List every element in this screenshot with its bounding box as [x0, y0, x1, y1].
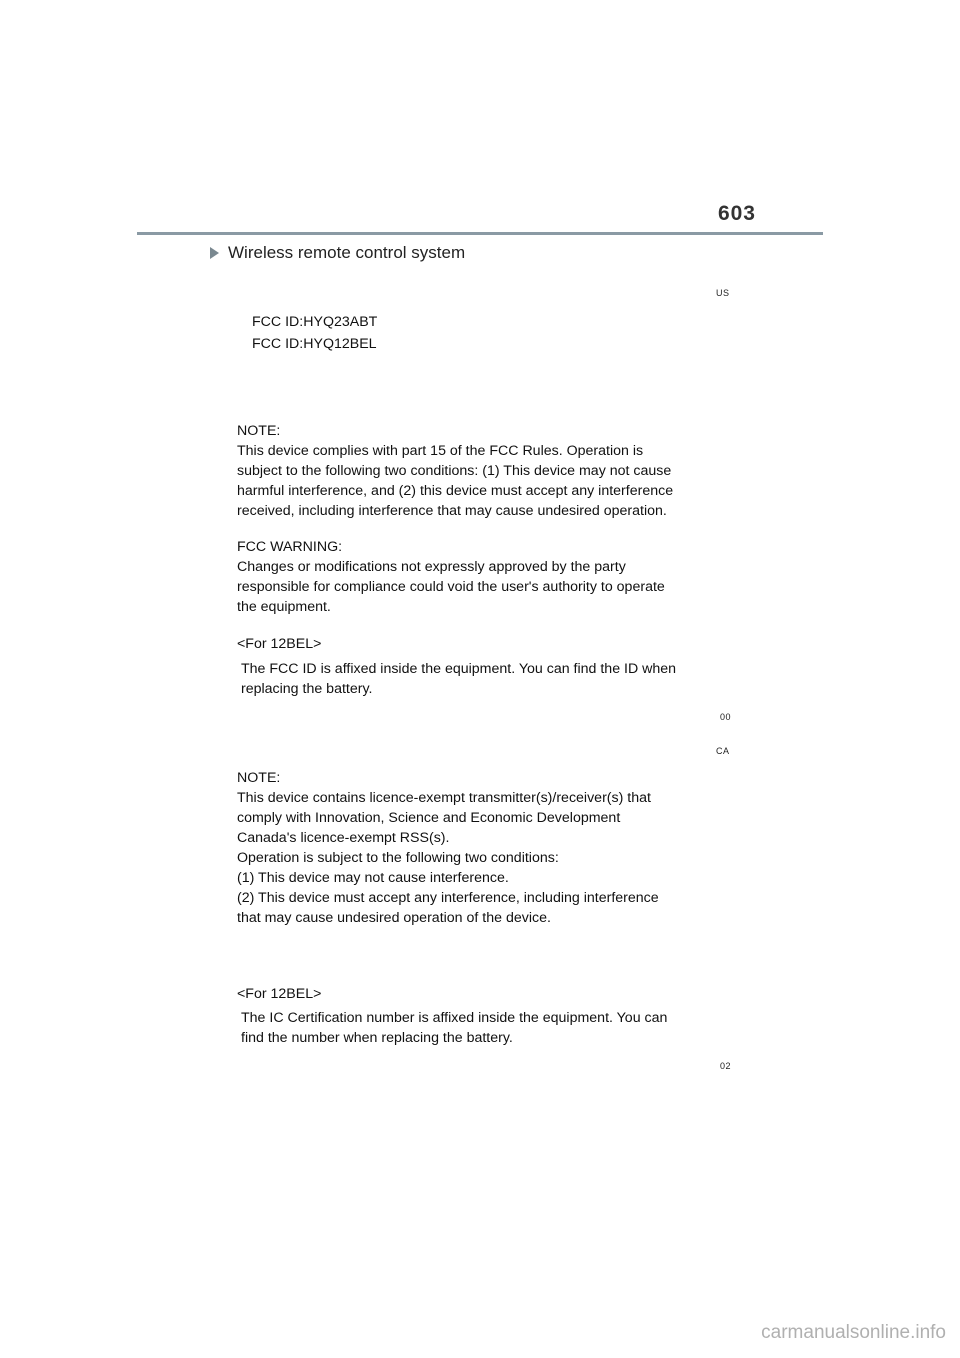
fcc-warning: [237, 537, 665, 617]
section-heading-text: Wireless remote control system: [228, 243, 466, 262]
note-line: harmful interference, and (2) this device must accept any interference: [237, 483, 674, 499]
warning-line: responsible for compliance could void the user's authority to operate: [237, 579, 665, 595]
end-tag-us: 00: [720, 712, 732, 722]
for-12bel-ca-text: [241, 1008, 667, 1048]
note-line: Canada's licence-exempt RSS(s).: [237, 830, 450, 846]
for-line: The IC Certification number is affixed inside the equipment. You can: [241, 1010, 668, 1026]
note-line: (1) This device may not cause interference.: [237, 870, 509, 886]
for-line: find the number when replacing the battery.: [241, 1030, 513, 1046]
page-number: 603: [717, 202, 756, 225]
fcc-id: FCC ID:HYQ23ABT: [252, 314, 378, 330]
triangle-bullet-icon: [210, 247, 219, 259]
for-label-us: <For 12BEL>: [237, 636, 322, 652]
section-heading: [210, 243, 465, 263]
for-12bel-us-text: [241, 659, 676, 699]
us-note: [237, 421, 673, 521]
note-line: that may cause undesired operation of the device.: [237, 910, 551, 926]
warning-line: FCC WARNING:: [237, 539, 343, 555]
region-tag-us: US: [716, 288, 730, 298]
note-line: NOTE:: [237, 423, 281, 439]
note-line: (2) This device must accept any interference, including interference: [237, 890, 659, 906]
end-tag-ca: 02: [720, 1061, 732, 1071]
note-line: NOTE:: [237, 770, 281, 786]
fcc-id-list: [252, 311, 377, 355]
fcc-id: FCC ID:HYQ12BEL: [252, 336, 377, 352]
note-line: Operation is subject to the following two conditions:: [237, 850, 559, 866]
for-label-ca: <For 12BEL>: [237, 986, 322, 1002]
note-line: This device contains licence-exempt transmitter(s)/receiver(s) that: [237, 790, 651, 806]
region-tag-ca: CA: [716, 746, 730, 756]
note-line: received, including interference that may cause undesired operation.: [237, 503, 667, 519]
warning-line: the equipment.: [237, 599, 331, 615]
note-line: subject to the following two conditions: (1) This device may not cause: [237, 463, 672, 479]
for-line: The FCC ID is affixed inside the equipment. You can find the ID when: [241, 661, 677, 677]
watermark: carmanualsonline.info: [761, 1322, 946, 1343]
header-rule: [137, 232, 823, 235]
ca-note: [237, 768, 659, 928]
warning-line: Changes or modifications not expressly approved by the party: [237, 559, 626, 575]
for-line: replacing the battery.: [241, 681, 373, 697]
note-line: This device complies with part 15 of the FCC Rules. Operation is: [237, 443, 644, 459]
note-line: comply with Innovation, Science and Economic Development: [237, 810, 621, 826]
